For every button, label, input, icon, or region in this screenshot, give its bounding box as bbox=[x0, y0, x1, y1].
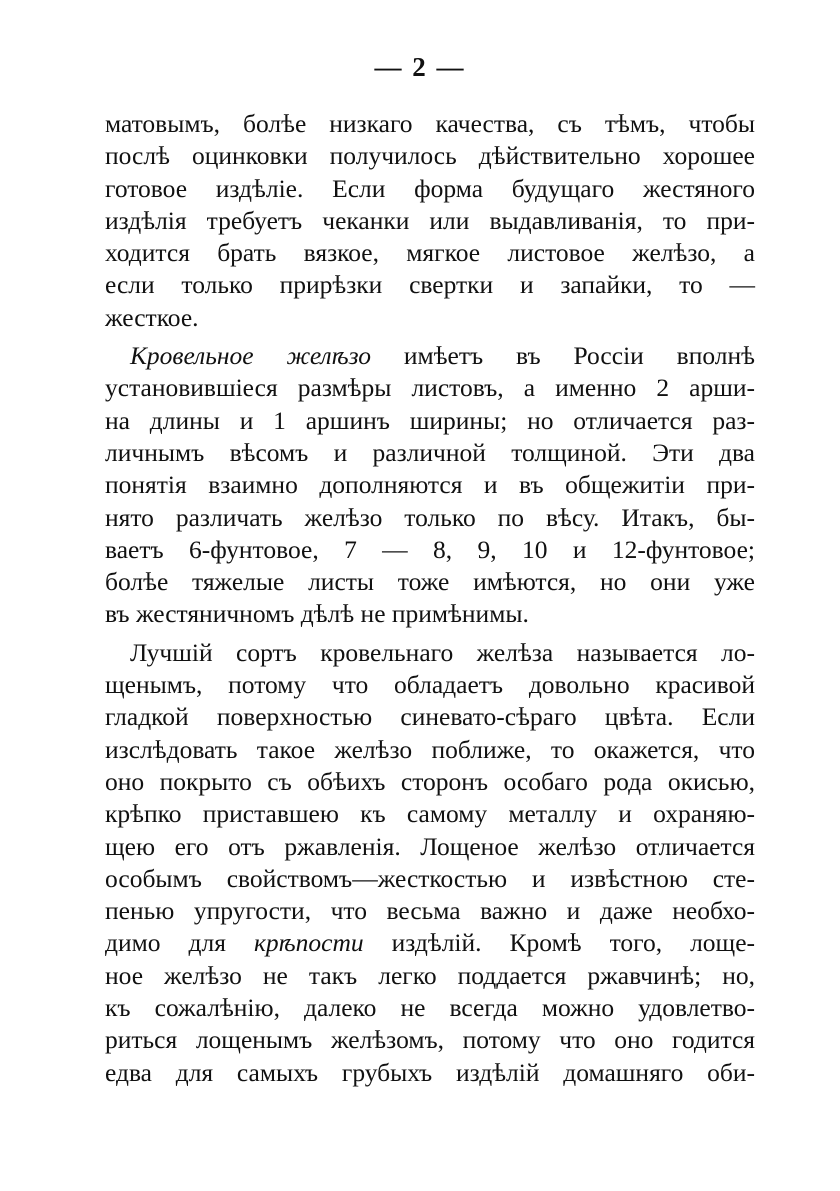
text-fragment: димо для bbox=[105, 928, 254, 958]
text-line: болѣе тяжелые листы тоже имѣются, но они уже bbox=[105, 567, 755, 597]
text-line: жесткое. bbox=[105, 302, 199, 332]
italic-term: Кровельное желѣзо bbox=[130, 341, 372, 371]
text-line bbox=[105, 927, 755, 959]
text-line: гладкой поверхностью синевато-сѣраго цвѣта. Если bbox=[105, 702, 755, 732]
paragraph-3 bbox=[105, 637, 755, 1089]
page-number: — 2 — bbox=[374, 52, 466, 82]
text-line bbox=[105, 340, 755, 372]
body-text bbox=[105, 108, 755, 1089]
text-line: оно покрыто съ обѣихъ сторонъ особаго рода окисью, bbox=[105, 766, 755, 796]
paragraph-2 bbox=[105, 340, 755, 631]
text-line: ваетъ 6-фунтовое, 7 — 8, 9, 10 и 12-фунтовое; bbox=[105, 534, 755, 564]
text-line: особымъ свойствомъ—жесткостью и извѣстною сте- bbox=[105, 863, 755, 893]
text-line: матовымъ, болѣе низкаго качества, съ тѣмъ, чтобы bbox=[105, 109, 755, 138]
text-line: въ жестяничномъ дѣлѣ не примѣнимы. bbox=[105, 599, 529, 629]
text-line: крѣпко приставшею къ самому металлу и охраняю- bbox=[105, 799, 755, 829]
text-line: риться лощенымъ желѣзомъ, потому что оно годится bbox=[105, 1025, 755, 1055]
text-line: нято различать желѣзо только по вѣсу. Итакъ, бы- bbox=[105, 502, 755, 532]
text-line: щенымъ, потому что обладаетъ довольно красивой bbox=[105, 670, 755, 700]
text-line: ное желѣзо не такъ легко поддается ржавчинѣ; но, bbox=[105, 960, 755, 990]
text-line: личнымъ вѣсомъ и различной толщиной. Эти два bbox=[105, 437, 755, 467]
text-line: готовое издѣліе. Если форма будущаго жестяного bbox=[105, 173, 755, 203]
text-line: понятія взаимно дополняются и въ общежитіи при- bbox=[105, 470, 755, 500]
text-line: къ сожалѣнію, далеко не всегда можно удовлетво- bbox=[105, 993, 755, 1023]
text-line: ходится брать вязкое, мягкое листовое желѣзо, а bbox=[105, 238, 755, 268]
text-line: на длины и 1 аршинъ ширины; но отличается раз- bbox=[105, 405, 755, 435]
text-line: издѣлія требуетъ чеканки или выдавливанія, то при- bbox=[105, 205, 755, 235]
text-fragment: имѣетъ въ Россіи вполнѣ bbox=[371, 341, 755, 371]
text-line: щею его отъ ржавленія. Лощеное желѣзо отличается bbox=[105, 831, 755, 861]
text-line: изслѣдовать такое желѣзо поближе, то окажется, что bbox=[105, 734, 755, 764]
text-fragment: издѣлій. Кромѣ того, лоще- bbox=[363, 928, 755, 958]
text-line: послѣ оцинковки получилось дѣйствительно хорошее bbox=[105, 141, 755, 171]
text-line: пенью упругости, что весьма важно и даже необхо- bbox=[105, 896, 755, 926]
paragraph-1 bbox=[105, 108, 755, 334]
italic-term: крѣпости bbox=[253, 928, 364, 958]
text-line: едва для самыхъ грубыхъ издѣлій домашняго оби- bbox=[105, 1057, 755, 1087]
text-line: если только прирѣзки свертки и запайки, то — bbox=[105, 270, 755, 300]
text-line: установившіеся размѣры листовъ, а именно 2 арши- bbox=[105, 373, 755, 403]
text-line: Лучшій сортъ кровельнаго желѣза называется ло- bbox=[130, 637, 755, 667]
